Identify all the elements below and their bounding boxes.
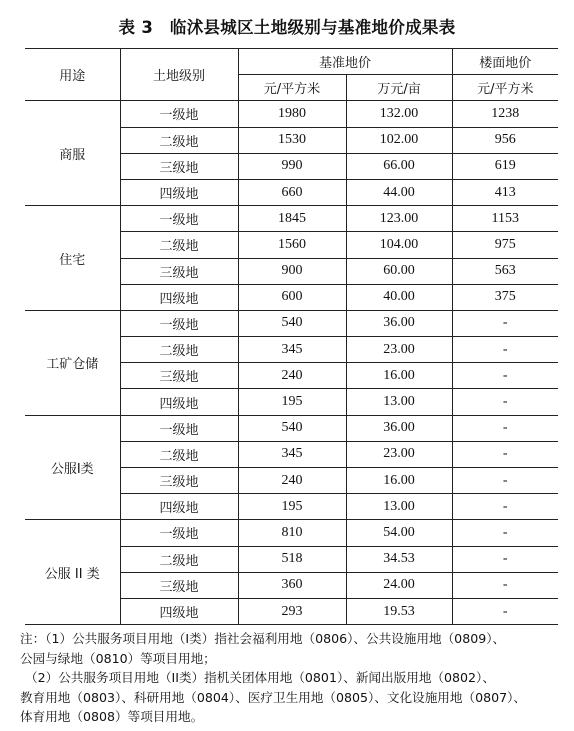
use-category-cell: 工矿仓储 <box>25 310 120 415</box>
price-mu-cell: 23.00 <box>346 337 452 363</box>
price-mu-cell: 36.00 <box>346 415 452 441</box>
price-sqm-cell: 518 <box>238 546 346 572</box>
price-mu-cell: 24.00 <box>346 572 452 598</box>
table-notes <box>20 629 560 727</box>
note-line: 注：（1）公共服务项目用地（I类）指社会福利用地（0806）、公共设施用地（0809）、 <box>20 631 506 646</box>
header-grade: 土地级别 <box>120 49 238 101</box>
price-mu-cell: 104.00 <box>346 232 452 258</box>
grade-cell: 二级地 <box>120 441 238 467</box>
table-row <box>25 415 558 441</box>
grade-cell: 四级地 <box>120 389 238 415</box>
price-sqm-cell: 345 <box>238 441 346 467</box>
price-sqm-cell: 1980 <box>238 101 346 127</box>
price-mu-cell: 13.00 <box>346 389 452 415</box>
grade-cell: 一级地 <box>120 310 238 336</box>
floor-price-cell: - <box>452 520 558 546</box>
grade-cell: 四级地 <box>120 598 238 624</box>
header-use: 用途 <box>25 49 120 101</box>
price-sqm-cell: 1560 <box>238 232 346 258</box>
grade-cell: 三级地 <box>120 363 238 389</box>
floor-price-cell: - <box>452 546 558 572</box>
floor-price-cell: - <box>452 363 558 389</box>
grade-cell: 四级地 <box>120 284 238 310</box>
price-mu-cell: 34.53 <box>346 546 452 572</box>
price-sqm-cell: 195 <box>238 494 346 520</box>
floor-price-cell: 375 <box>452 284 558 310</box>
grade-cell: 一级地 <box>120 206 238 232</box>
header-unit-sqm: 元/平方米 <box>238 75 346 101</box>
price-mu-cell: 36.00 <box>346 310 452 336</box>
grade-cell: 三级地 <box>120 468 238 494</box>
price-sqm-cell: 900 <box>238 258 346 284</box>
grade-cell: 一级地 <box>120 520 238 546</box>
header-unit-floor: 元/平方米 <box>452 75 558 101</box>
price-mu-cell: 102.00 <box>346 127 452 153</box>
grade-cell: 四级地 <box>120 179 238 205</box>
price-sqm-cell: 600 <box>238 284 346 310</box>
price-mu-cell: 19.53 <box>346 598 452 624</box>
price-mu-cell: 44.00 <box>346 179 452 205</box>
use-category-cell: 公服Ⅰ类 <box>25 415 120 520</box>
price-mu-cell: 16.00 <box>346 363 452 389</box>
land-price-table <box>25 48 558 625</box>
header-unit-mu: 万元/亩 <box>346 75 452 101</box>
table-row <box>25 206 558 232</box>
price-sqm-cell: 660 <box>238 179 346 205</box>
grade-cell: 三级地 <box>120 153 238 179</box>
grade-cell: 四级地 <box>120 494 238 520</box>
grade-cell: 二级地 <box>120 546 238 572</box>
price-sqm-cell: 810 <box>238 520 346 546</box>
floor-price-cell: 413 <box>452 179 558 205</box>
price-mu-cell: 60.00 <box>346 258 452 284</box>
price-mu-cell: 23.00 <box>346 441 452 467</box>
price-sqm-cell: 1530 <box>238 127 346 153</box>
price-sqm-cell: 345 <box>238 337 346 363</box>
note-line: 体育用地（0808）等项目用地。 <box>20 709 204 725</box>
table-body <box>25 101 558 625</box>
floor-price-cell: 563 <box>452 258 558 284</box>
floor-price-cell: - <box>452 415 558 441</box>
note-line: 公园与绿地（0810）等项目用地； <box>20 650 216 666</box>
price-mu-cell: 40.00 <box>346 284 452 310</box>
price-sqm-cell: 195 <box>238 389 346 415</box>
floor-price-cell: 975 <box>452 232 558 258</box>
floor-price-cell: 1153 <box>452 206 558 232</box>
table-title: 表 3 临沭县城区土地级别与基准地价成果表 <box>118 18 456 37</box>
price-mu-cell: 16.00 <box>346 468 452 494</box>
price-sqm-cell: 540 <box>238 415 346 441</box>
floor-price-cell: - <box>452 337 558 363</box>
grade-cell: 二级地 <box>120 337 238 363</box>
floor-price-cell: - <box>452 468 558 494</box>
price-sqm-cell: 1845 <box>238 206 346 232</box>
floor-price-cell: 1238 <box>452 101 558 127</box>
floor-price-cell: - <box>452 310 558 336</box>
price-sqm-cell: 990 <box>238 153 346 179</box>
floor-price-cell: - <box>452 572 558 598</box>
header-base-price: 基准地价 <box>238 49 452 75</box>
use-category-cell: 公服 II 类 <box>25 520 120 625</box>
price-sqm-cell: 540 <box>238 310 346 336</box>
table-row <box>25 310 558 336</box>
price-mu-cell: 132.00 <box>346 101 452 127</box>
price-sqm-cell: 240 <box>238 363 346 389</box>
price-mu-cell: 13.00 <box>346 494 452 520</box>
floor-price-cell: - <box>452 598 558 624</box>
floor-price-cell: 619 <box>452 153 558 179</box>
use-category-cell: 商服 <box>25 101 120 206</box>
price-mu-cell: 54.00 <box>346 520 452 546</box>
floor-price-cell: - <box>452 494 558 520</box>
price-mu-cell: 123.00 <box>346 206 452 232</box>
use-category-cell: 住宅 <box>25 206 120 311</box>
grade-cell: 三级地 <box>120 572 238 598</box>
floor-price-cell: - <box>452 441 558 467</box>
note-line: （2）公共服务项目用地（II类）指机关团体用地（0801）、新闻出版用地（0802）、 <box>25 670 495 686</box>
header-floor-price: 楼面地价 <box>452 49 558 75</box>
grade-cell: 一级地 <box>120 101 238 127</box>
price-sqm-cell: 360 <box>238 572 346 598</box>
table-row <box>25 101 558 127</box>
table-row <box>25 520 558 546</box>
price-mu-cell: 66.00 <box>346 153 452 179</box>
floor-price-cell: - <box>452 389 558 415</box>
price-sqm-cell: 293 <box>238 598 346 624</box>
grade-cell: 二级地 <box>120 127 238 153</box>
grade-cell: 一级地 <box>120 415 238 441</box>
price-sqm-cell: 240 <box>238 468 346 494</box>
note-line: 教育用地（0803）、科研用地（0804）、医疗卫生用地（0805）、文化设施用地（0807）、 <box>20 689 527 705</box>
grade-cell: 三级地 <box>120 258 238 284</box>
grade-cell: 二级地 <box>120 232 238 258</box>
floor-price-cell: 956 <box>452 127 558 153</box>
